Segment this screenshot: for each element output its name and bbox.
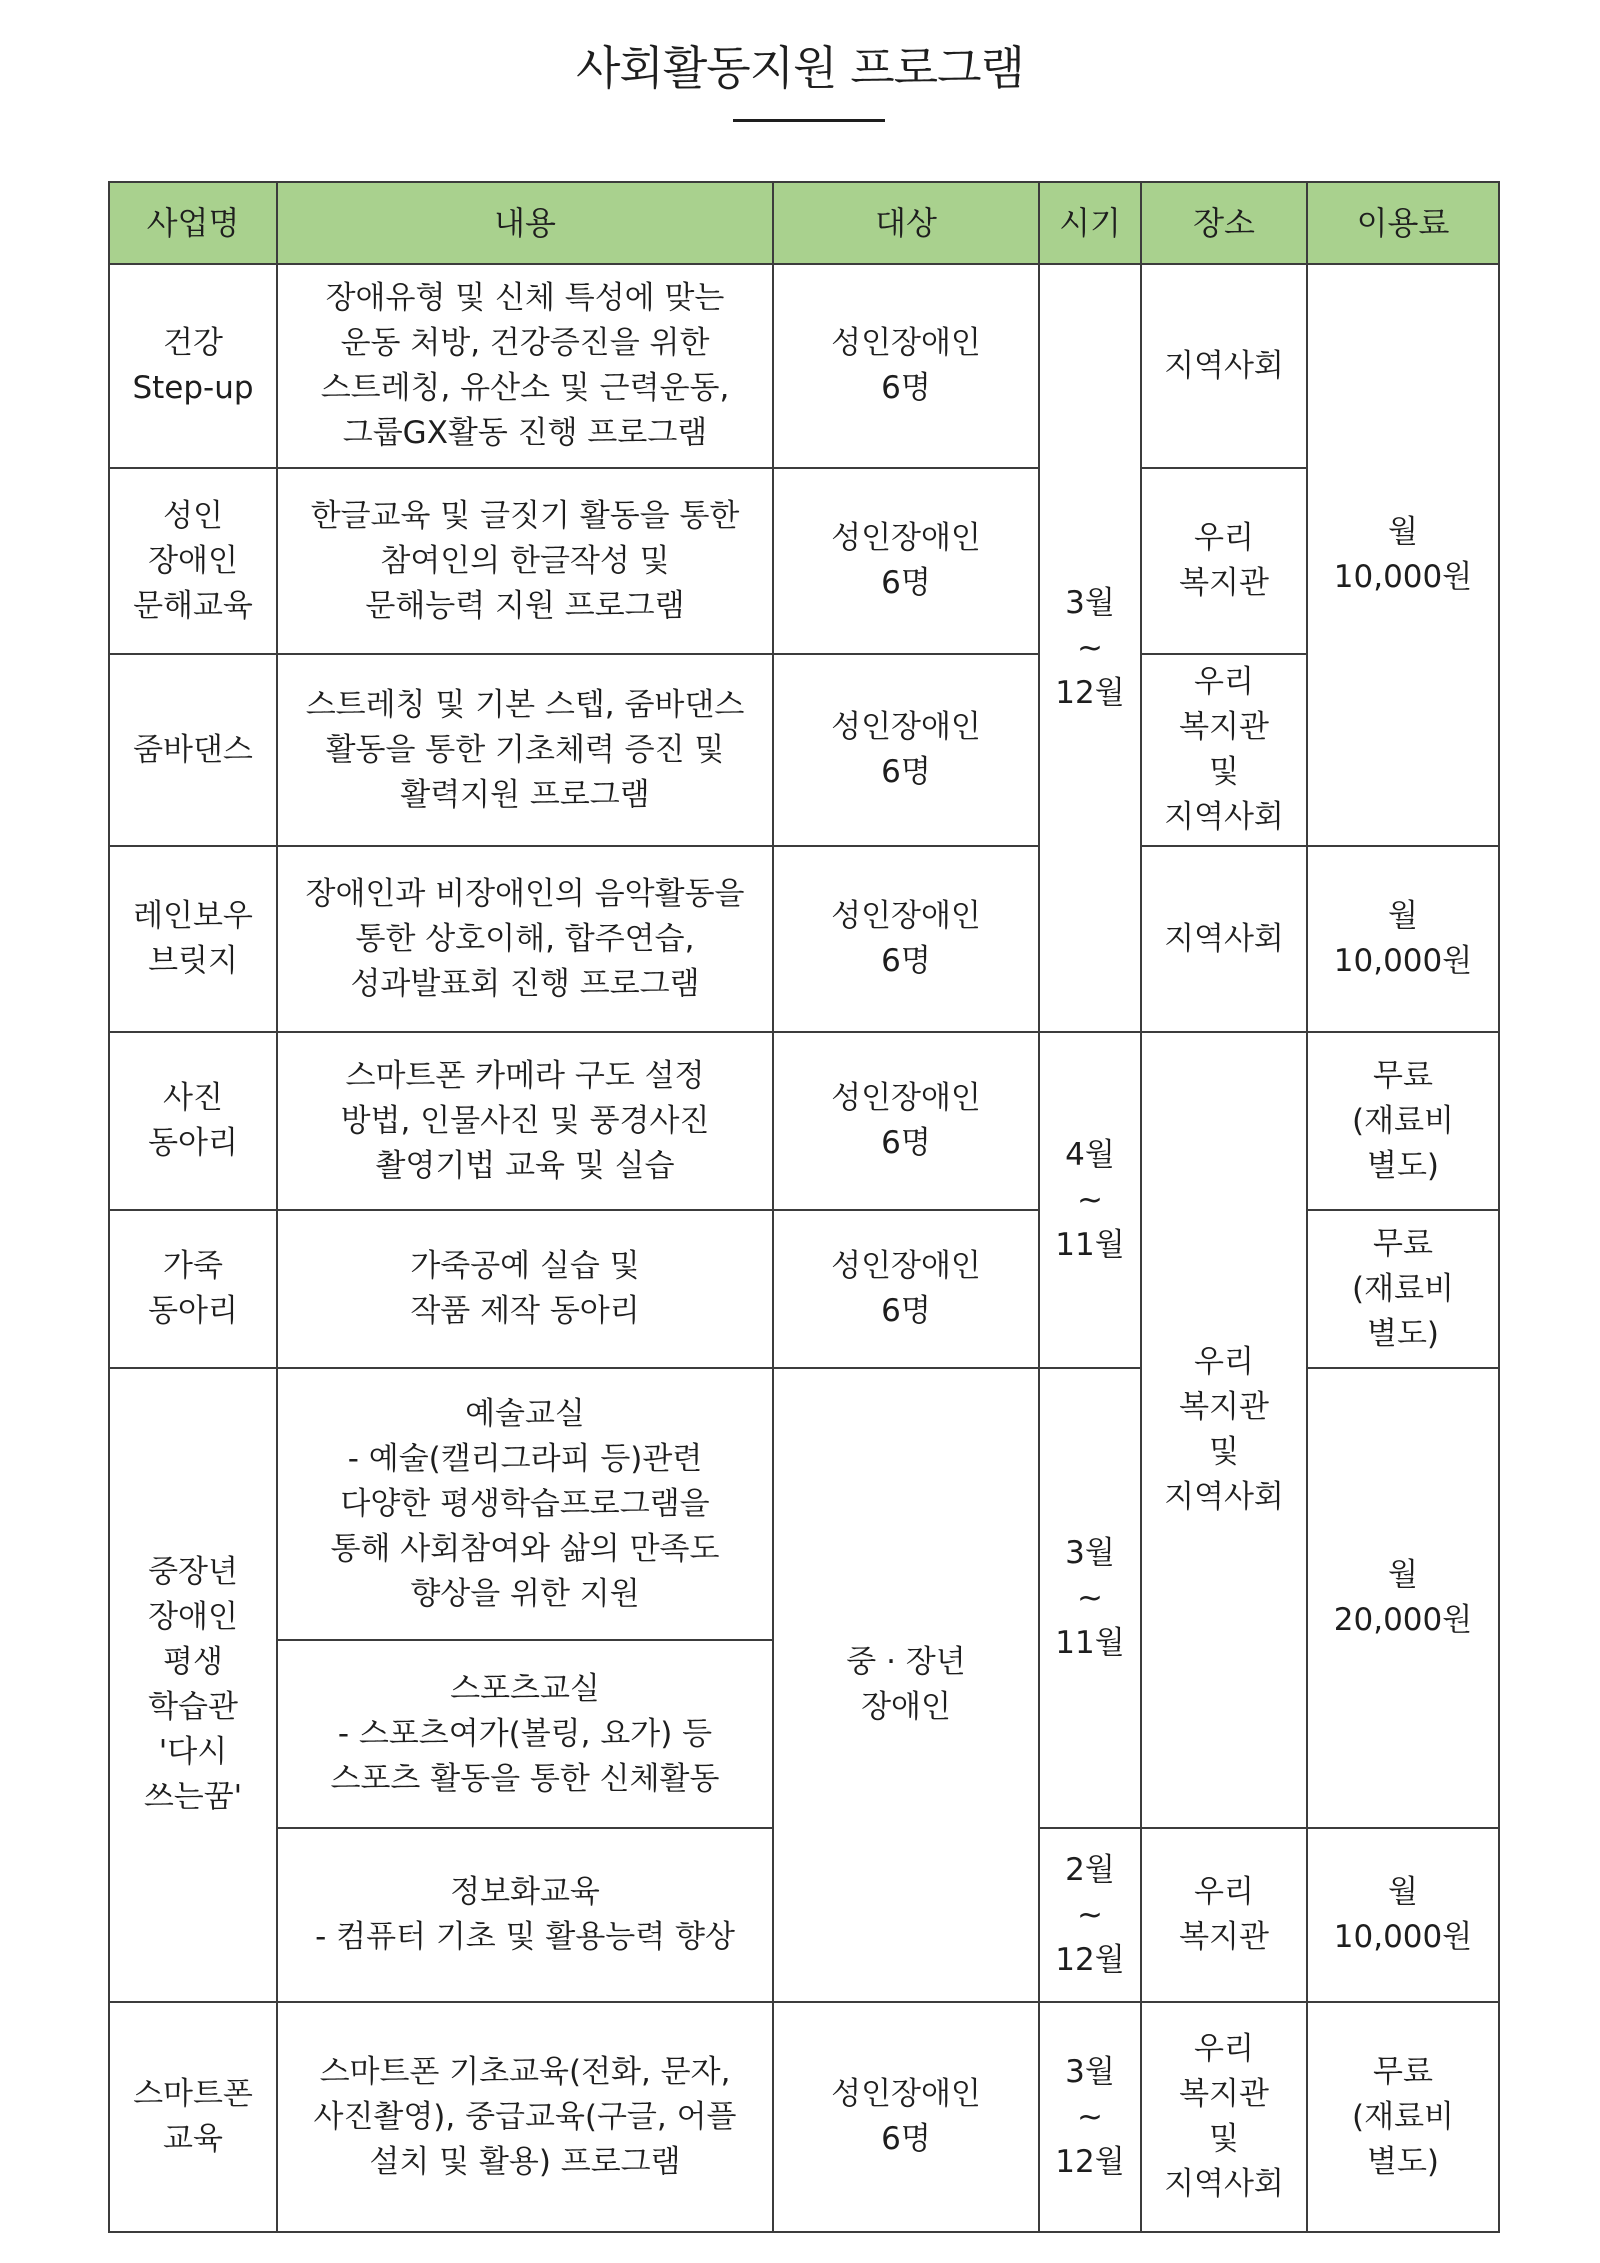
program-content: 장애유형 및 신체 특성에 맞는 운동 처방, 건강증진을 위한 스트레칭, 유산소 및 근력운동, 그룹GX활동 진행 프로그램 bbox=[277, 264, 773, 468]
program-place: 우리 복지관 및 지역사회 bbox=[1141, 654, 1307, 846]
header-place: 장소 bbox=[1141, 182, 1307, 264]
program-name: 레인보우 브릿지 bbox=[109, 846, 277, 1032]
program-content: 예술교실 - 예술(캘리그라피 등)관련 다양한 평생학습프로그램을 통해 사회참여와 삶의 만족도 향상을 위한 지원 bbox=[277, 1368, 773, 1640]
program-place: 우리 복지관 bbox=[1141, 468, 1307, 654]
table-row bbox=[109, 1032, 1499, 1210]
table-row bbox=[109, 846, 1499, 1032]
program-place: 우리 복지관 및 지역사회 bbox=[1141, 2002, 1307, 2232]
program-period: 3월 ~ 12월 bbox=[1039, 2002, 1141, 2232]
program-content: 장애인과 비장애인의 음악활동을 통한 상호이해, 합주연습, 성과발표회 진행 프로그램 bbox=[277, 846, 773, 1032]
header-content: 내용 bbox=[277, 182, 773, 264]
program-place: 지역사회 bbox=[1141, 264, 1307, 468]
header-name: 사업명 bbox=[109, 182, 277, 264]
program-place: 우리 복지관 및 지역사회 bbox=[1141, 1032, 1307, 1828]
program-target: 성인장애인 6명 bbox=[773, 1032, 1039, 1210]
program-name: 줌바댄스 bbox=[109, 654, 277, 846]
program-content: 스마트폰 기초교육(전화, 문자, 사진촬영), 중급교육(구글, 어플 설치 및 활용) 프로그램 bbox=[277, 2002, 773, 2232]
table-row bbox=[109, 468, 1499, 654]
table-row bbox=[109, 264, 1499, 468]
header-period: 시기 bbox=[1039, 182, 1141, 264]
program-fee: 월 20,000원 bbox=[1307, 1368, 1499, 1828]
program-target: 성인장애인 6명 bbox=[773, 1210, 1039, 1368]
program-target: 성인장애인 6명 bbox=[773, 654, 1039, 846]
header-fee: 이용료 bbox=[1307, 182, 1499, 264]
program-table bbox=[108, 181, 1500, 2233]
header-row bbox=[109, 182, 1499, 264]
program-name: 성인 장애인 문해교육 bbox=[109, 468, 277, 654]
program-period: 4월 ~ 11월 bbox=[1039, 1032, 1141, 1368]
program-fee: 월 10,000원 bbox=[1307, 1828, 1499, 2002]
program-fee: 월 10,000원 bbox=[1307, 846, 1499, 1032]
program-name: 스마트폰 교육 bbox=[109, 2002, 277, 2232]
program-content: 정보화교육 - 컴퓨터 기초 및 활용능력 향상 bbox=[277, 1828, 773, 2002]
program-name: 사진 동아리 bbox=[109, 1032, 277, 1210]
program-period: 3월 ~ 11월 bbox=[1039, 1368, 1141, 1828]
program-fee: 무료 (재료비 별도) bbox=[1307, 2002, 1499, 2232]
program-name: 가죽 동아리 bbox=[109, 1210, 277, 1368]
program-target: 성인장애인 6명 bbox=[773, 468, 1039, 654]
page-title: 사회활동지원 프로그램 bbox=[576, 41, 1024, 95]
program-content: 한글교육 및 글짓기 활동을 통한 참여인의 한글작성 및 문해능력 지원 프로그램 bbox=[277, 468, 773, 654]
program-target: 성인장애인 6명 bbox=[773, 264, 1039, 468]
program-target: 성인장애인 6명 bbox=[773, 846, 1039, 1032]
title-underline bbox=[733, 119, 885, 122]
program-fee: 무료 (재료비 별도) bbox=[1307, 1032, 1499, 1210]
program-content: 스트레칭 및 기본 스텝, 줌바댄스 활동을 통한 기초체력 증진 및 활력지원 프로그램 bbox=[277, 654, 773, 846]
table-row bbox=[109, 2002, 1499, 2232]
program-target: 성인장애인 6명 bbox=[773, 2002, 1039, 2232]
program-target: 중 · 장년 장애인 bbox=[773, 1368, 1039, 2002]
program-fee: 월 10,000원 bbox=[1307, 264, 1499, 846]
program-content: 스마트폰 카메라 구도 설정 방법, 인물사진 및 풍경사진 촬영기법 교육 및 실습 bbox=[277, 1032, 773, 1210]
program-content: 가죽공예 실습 및 작품 제작 동아리 bbox=[277, 1210, 773, 1368]
program-name: 중장년 장애인 평생 학습관 '다시 쓰는꿈' bbox=[109, 1368, 277, 2002]
header-target: 대상 bbox=[773, 182, 1039, 264]
program-place: 지역사회 bbox=[1141, 846, 1307, 1032]
program-name: 건강 Step-up bbox=[109, 264, 277, 468]
program-fee: 무료 (재료비 별도) bbox=[1307, 1210, 1499, 1368]
program-content: 스포츠교실 - 스포츠여가(볼링, 요가) 등 스포츠 활동을 통한 신체활동 bbox=[277, 1640, 773, 1828]
program-period: 2월 ~ 12월 bbox=[1039, 1828, 1141, 2002]
program-place: 우리 복지관 bbox=[1141, 1828, 1307, 2002]
table-row bbox=[109, 654, 1499, 846]
program-period: 3월 ~ 12월 bbox=[1039, 264, 1141, 1032]
